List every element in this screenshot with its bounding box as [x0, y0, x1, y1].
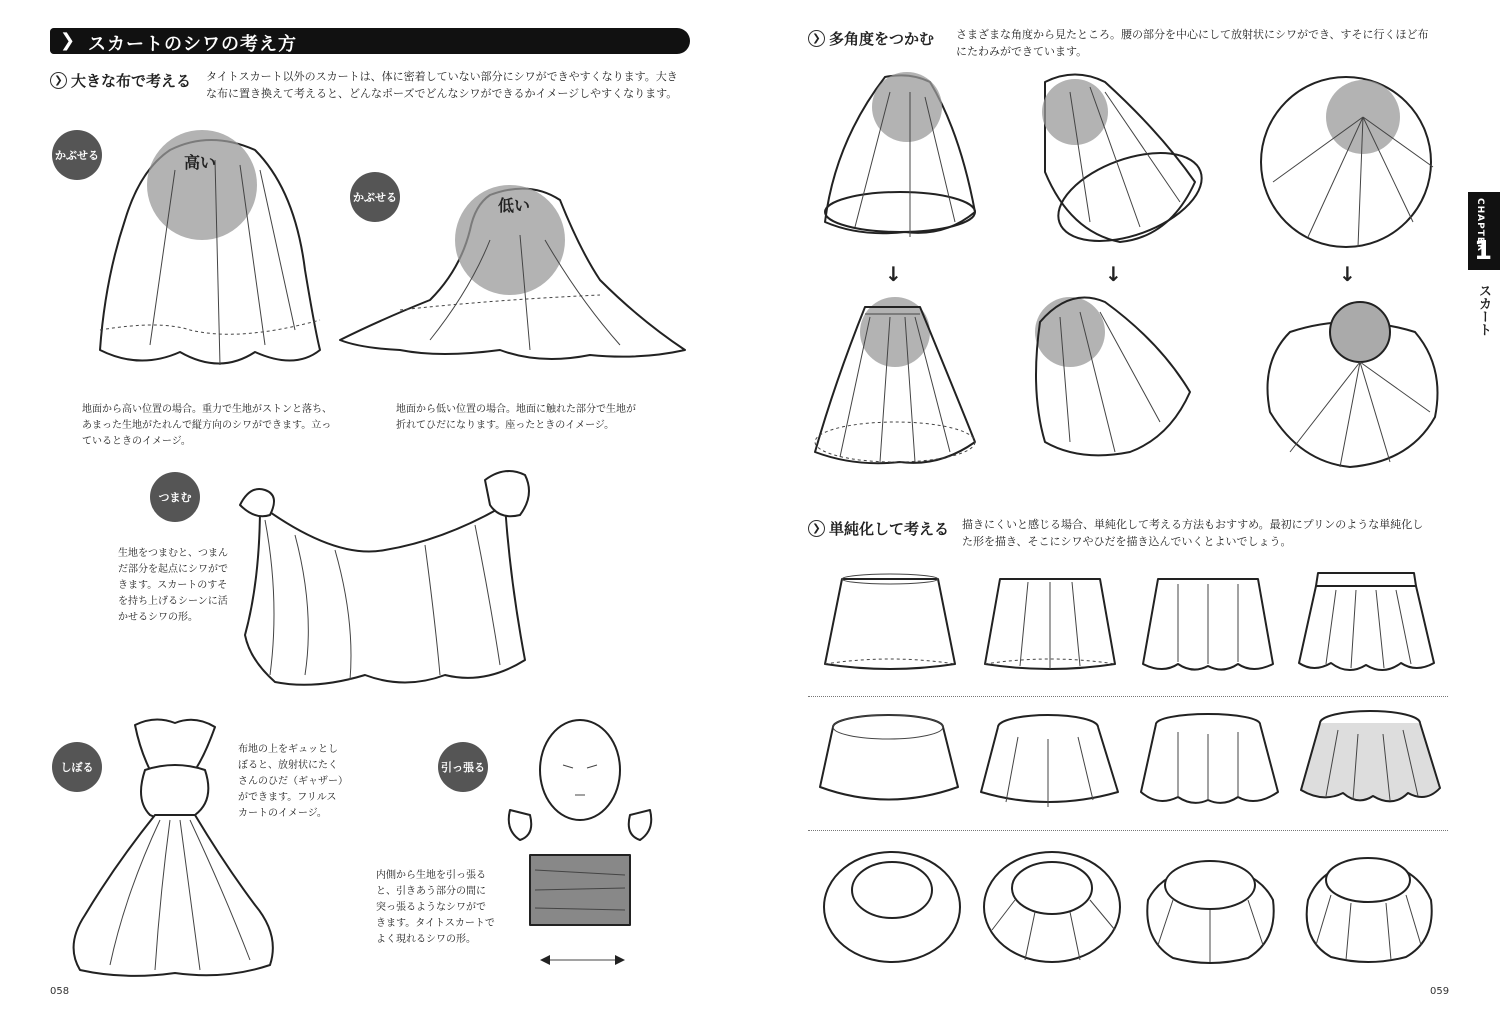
circled-arrow-icon: ❯ [50, 72, 67, 89]
simplified-skirt-basic [820, 574, 960, 679]
stretched-cloth-character-illustration [495, 710, 670, 975]
dotted-divider [808, 696, 1448, 697]
caption-hipparu: 内側から生地を引っ張る と、引きあう部分の間に 突っ張るようなシワがで きます。タイトスカートで よく現れるシワの形。 [376, 870, 495, 945]
section-intro-text: タイトスカート以外のスカートは、体に密着していない部分にシワができやすくなります。大き な布に置き換えて考えると、どんなポーズでどんなシワができるかイメージしやすくなります。 [206, 70, 678, 100]
caption-shiboru: 布地の上をギュッとし ぼると、放射状にたく さんのひだ（ギャザー） ができます。フリルス カートのイメージ。 [238, 744, 348, 819]
simplified-skirt-panels [980, 574, 1120, 679]
circled-arrow-icon: ❯ [808, 30, 825, 47]
badge-kabuseru-low: かぶせる [350, 172, 400, 222]
badge-tsumamu: つまむ [150, 472, 200, 522]
dotted-divider [808, 830, 1448, 831]
simplified-skirt-angled-flared [1138, 712, 1283, 812]
badge-hipparu: 引っ張る [438, 742, 488, 792]
caption-tsumamu: 生地をつまむと、つまん だ部分を起点にシワがで きます。スカートのすそ を持ち上げるシーンに活 かせるシワの形。 [118, 548, 228, 623]
chapter-number: 1 [1474, 236, 1493, 266]
simplified-skirt-top-flared [1138, 850, 1283, 965]
chapter-label: CHAPTER [1475, 198, 1485, 252]
simplified-skirt-angled-basic [818, 712, 963, 812]
circled-arrow-icon: ❯ [808, 520, 825, 537]
section-heading-text: 単純化して考える [829, 520, 950, 538]
caption-high: 地面から高い位置の場合。重力で生地がストンと落ち、 あまった生地がたれんで縦方向のシワができます。立っ ているときのイメージ。 [82, 404, 332, 447]
section-heading-text: 大きな布で考える [71, 72, 192, 90]
section-heading-text: 多角度をつかむ [829, 30, 935, 48]
side-section-label: スカート [1476, 284, 1491, 336]
simplified-skirt-flared [1138, 574, 1278, 679]
arrow-down-icon: ↓ [1105, 262, 1122, 286]
arrow-down-icon: ↓ [1339, 262, 1356, 286]
simplified-skirt-detailed [1296, 568, 1436, 680]
simplified-skirt-angled-pleated [1298, 708, 1443, 813]
section-heading-simplify [808, 518, 949, 539]
page-number-left: 058 [50, 986, 70, 997]
badge-kabuseru: かぶせる [52, 130, 102, 180]
section-heading-multi-angle [808, 28, 934, 49]
arrow-down-icon: ↓ [885, 262, 902, 286]
caption-low: 地面から低い位置の場合。地面に触れた部分で生地が 折れてひだになります。座ったときのイメージ。 [396, 404, 636, 431]
section-heading-large-cloth [50, 70, 191, 91]
pinched-cloth-illustration [235, 460, 545, 695]
skirt-angled-view [1030, 292, 1205, 467]
page-number-right: 059 [1430, 986, 1450, 997]
simplified-skirt-angled-panels [978, 712, 1123, 812]
page-title-bar [50, 28, 690, 54]
chevron-right-icon: ❯ [60, 30, 76, 51]
simplified-skirt-top-panels [980, 850, 1125, 965]
skirt-top-view [1250, 292, 1450, 477]
badge-shiboru: しぼる [52, 742, 102, 792]
cloth-angled-view [1030, 72, 1215, 262]
simplified-skirt-top-pleated [1296, 845, 1441, 965]
page-title: スカートのシワの考え方 [88, 34, 297, 55]
cloth-top-view [1248, 72, 1448, 262]
section-simplify-text: 描きにくいと感じる場合、単純化して考える方法もおすすめ。最初にプリンのような単純化し た形を描き、そこにシワやひだを描き込んでいくとよいでしょう。 [962, 518, 1424, 548]
circle-label-low: 低い [498, 196, 531, 215]
chapter-tab [1468, 192, 1500, 270]
skirt-front-view [810, 292, 990, 472]
simplified-skirt-top-basic [820, 850, 965, 965]
section-multi-angle-text: さまざまな角度から見たところ。腰の部分を中心にして放射状にシワができ、すそに行くほど布 にたわみができています。 [956, 28, 1429, 58]
circle-label-high: 高い [184, 153, 217, 172]
cloth-front-view [815, 72, 995, 262]
